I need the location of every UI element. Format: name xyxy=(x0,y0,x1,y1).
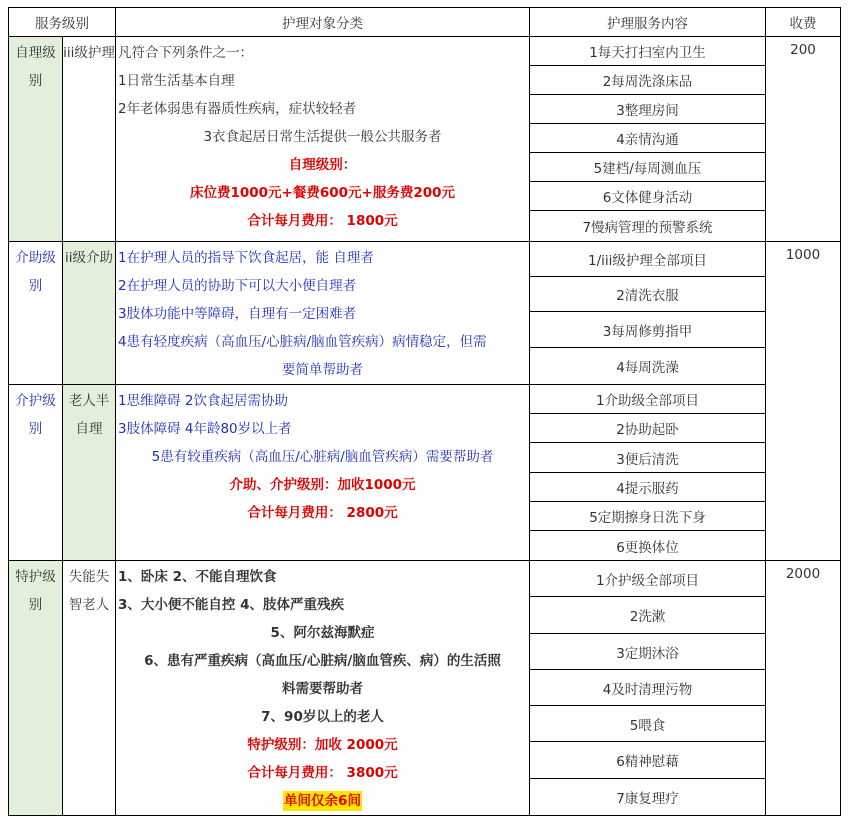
criteria-item: 4患有轻度疾病（高血压/心脏病/脑血管疾病）病情稳定，但需 xyxy=(118,334,487,350)
service-item: 2洗漱 xyxy=(530,597,765,634)
criteria-item: 3、大小便不能自控 4、肢体严重残疾 xyxy=(118,597,344,613)
criteria-item: 1思维障碍 2饮食起居需协助 xyxy=(118,393,288,409)
criteria-item: 2年老体弱患有器质性疾病，症状较轻者 xyxy=(118,101,357,117)
service-item: 3便后清洗 xyxy=(530,443,765,473)
level-name: 自理级别 xyxy=(9,37,63,242)
level-name: 介助级别 xyxy=(9,242,63,385)
service-item: 2每周洗涤床品 xyxy=(530,66,765,95)
criteria-item: 1在护理人员的指导下饮食起居，能 自理者 xyxy=(118,250,374,266)
fee-total: 合计每月费用： 3800元 xyxy=(247,765,398,781)
criteria-item: 3肢体功能中等障碍，自理有一定困难者 xyxy=(118,306,357,322)
service-item: 4每周洗澡 xyxy=(616,359,679,376)
criteria-item: 料需要帮助者 xyxy=(282,681,363,697)
service-item: 5定期擦身日洗下身 xyxy=(530,502,765,531)
service-item: 7康复理疗 xyxy=(616,791,679,807)
header-row xyxy=(9,8,841,37)
service-item: 3定期沐浴 xyxy=(530,634,765,670)
level-sub: ii级介助 xyxy=(63,242,116,385)
service-item: 2清洗衣服 xyxy=(530,277,765,312)
criteria-item: 1日常生活基本自理 xyxy=(118,73,235,89)
fee-total: 合计每月费用： 1800元 xyxy=(247,213,398,229)
criteria-cell xyxy=(116,385,530,561)
service-item: 1/iii级护理全部项目 xyxy=(530,242,765,277)
fee-note: 自理级别： xyxy=(288,157,357,173)
criteria-cell xyxy=(116,242,530,385)
criteria-cell xyxy=(116,37,530,242)
criteria-item: 3衣食起居日常生活提供一般公共服务者 xyxy=(203,129,442,145)
criteria-item: 要简单帮助者 xyxy=(282,362,363,378)
service-item: 2协助起卧 xyxy=(530,414,765,443)
level-name: 介护级别 xyxy=(9,385,63,561)
services-cell xyxy=(530,561,766,816)
service-item: 5建档/每周测血压 xyxy=(530,153,765,182)
service-item: 5喂食 xyxy=(530,706,765,742)
criteria-cell xyxy=(116,561,530,816)
service-item: 7慢病管理的预警系统 xyxy=(582,220,713,236)
criteria-item: 2在护理人员的协助下可以大小便自理者 xyxy=(118,278,357,294)
service-item: 3整理房间 xyxy=(530,95,765,124)
fee-total: 合计每月费用： 2800元 xyxy=(247,505,398,521)
level-name: 特护级别 xyxy=(9,561,63,816)
fee-note: 介助、介护级别：加收1000元 xyxy=(229,477,416,493)
services-cell xyxy=(530,385,766,561)
fee-value: 1000 xyxy=(766,242,841,561)
row-nursing xyxy=(9,385,841,561)
header-service-level: 服务级别 xyxy=(9,8,116,37)
criteria-item: 7、90岁以上的老人 xyxy=(261,709,384,725)
fee-note: 床位费1000元+餐费600元+服务费200元 xyxy=(189,185,456,201)
header-fee: 收费 xyxy=(766,8,841,37)
service-item: 4提示服药 xyxy=(530,473,765,502)
service-item: 6精神慰藉 xyxy=(530,742,765,779)
criteria-item: 5患有较重疾病（高血压/心脏病/脑血管疾病）需要帮助者 xyxy=(151,449,494,465)
services-cell xyxy=(530,37,766,242)
fee-value: 200 xyxy=(766,37,841,242)
criteria-item: 5、阿尔兹海默症 xyxy=(270,625,375,641)
criteria-item: 凡符合下列条件之一： xyxy=(118,45,253,61)
header-service-content: 护理服务内容 xyxy=(530,8,766,37)
service-item: 1介护级全部项目 xyxy=(530,561,765,597)
row-assisted xyxy=(9,242,841,385)
services-cell xyxy=(530,242,766,385)
level-sub: 老人半自理 xyxy=(63,385,116,561)
service-item: 1介助级全部项目 xyxy=(530,385,765,414)
criteria-item: 6、患有严重疾病（高血压/心脏病/脑血管疾、病）的生活照 xyxy=(144,653,501,669)
service-item: 4及时清理污物 xyxy=(530,670,765,706)
header-target-category: 护理对象分类 xyxy=(116,8,530,37)
criteria-item: 3肢体障碍 4年龄80岁以上者 xyxy=(118,421,292,437)
row-self-care xyxy=(9,37,841,242)
service-item: 4亲情沟通 xyxy=(530,124,765,153)
availability-badge: 单间仅余6间 xyxy=(284,793,361,809)
level-sub: 失能失智老人 xyxy=(63,561,116,816)
care-level-table xyxy=(8,7,841,816)
fee-note: 特护级别：加收 2000元 xyxy=(247,737,398,753)
row-special-care xyxy=(9,561,841,816)
fee-value: 2000 xyxy=(766,561,841,816)
service-item: 1每天打扫室内卫生 xyxy=(530,37,765,66)
service-item: 6更换体位 xyxy=(616,539,679,556)
level-sub: iii级护理 xyxy=(63,37,116,242)
service-item: 3每周修剪指甲 xyxy=(530,312,765,348)
service-item: 6文体健身活动 xyxy=(530,182,765,211)
criteria-item: 1、卧床 2、不能自理饮食 xyxy=(118,569,277,585)
